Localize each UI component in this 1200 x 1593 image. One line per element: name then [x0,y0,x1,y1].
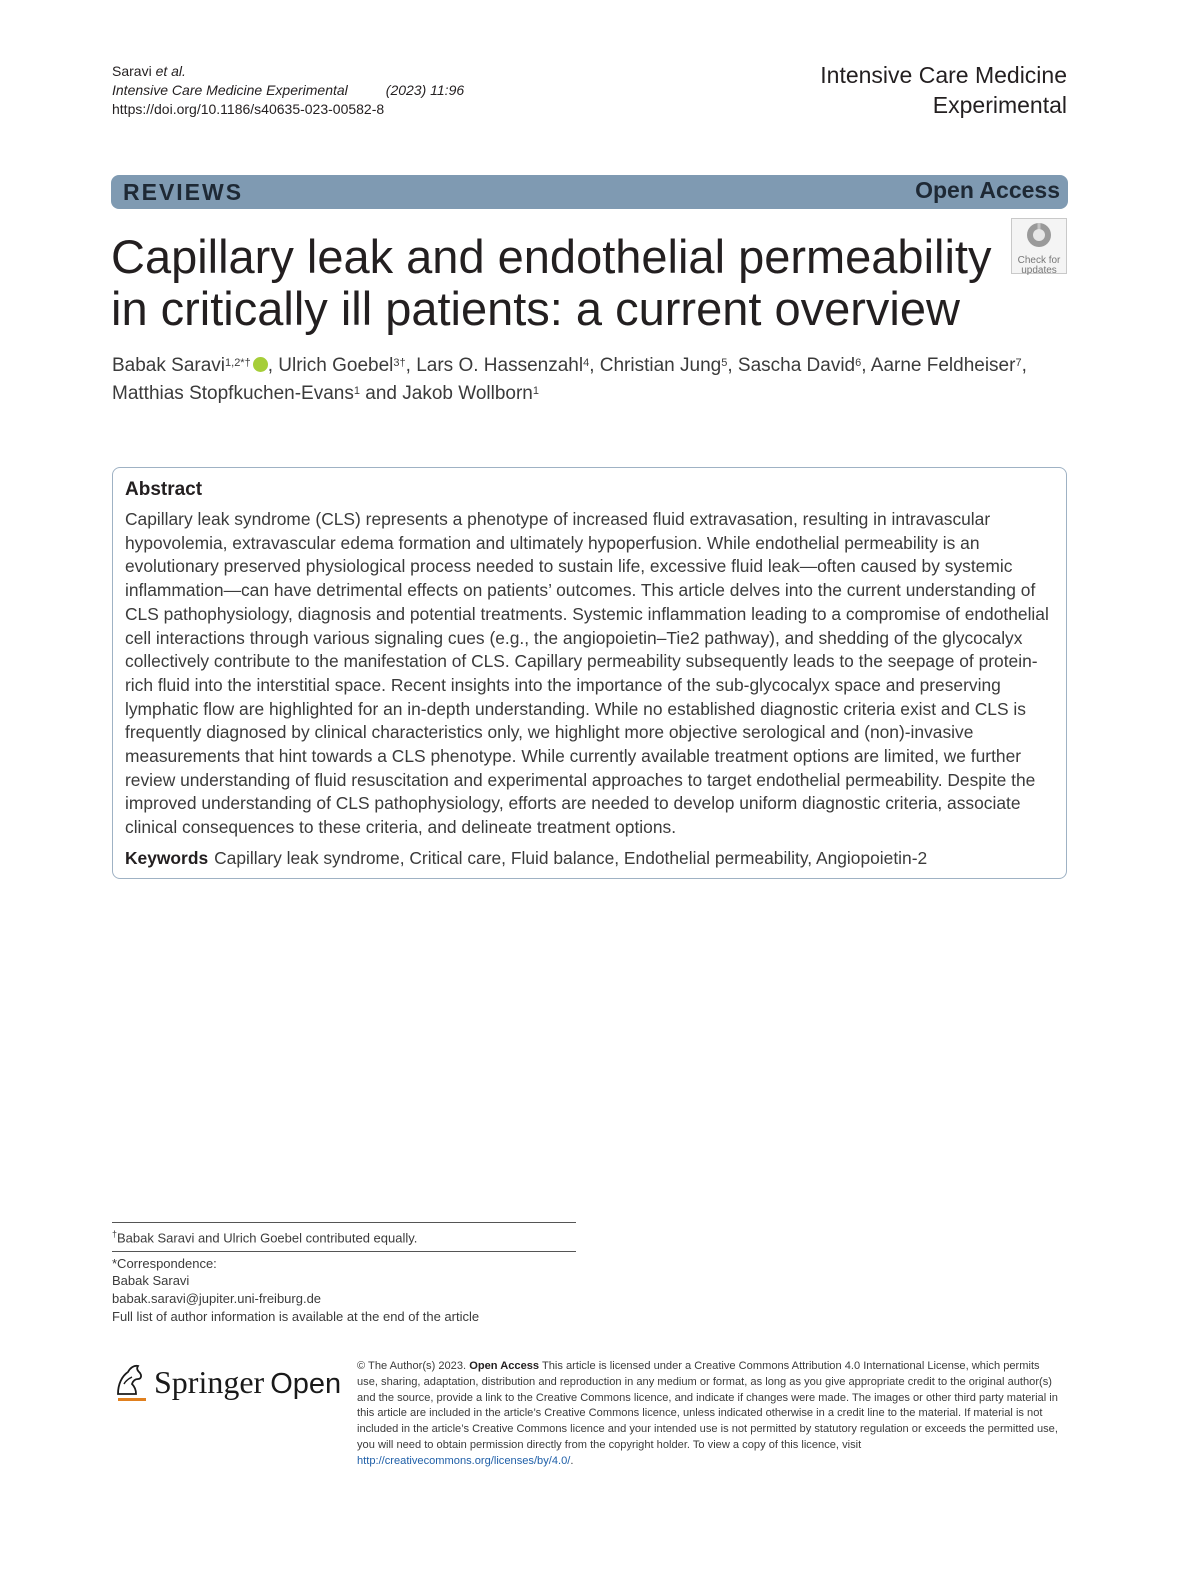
doi-link[interactable]: https://doi.org/10.1186/s40635-023-00582-8 [112,101,385,117]
check-for-updates-badge[interactable] [1011,218,1067,274]
author-affil: 7 [1015,357,1022,369]
springer-open-wordmark: Open [270,1368,342,1400]
check-updates-line1: Check for [1017,255,1061,266]
footnote-rule-top [112,1222,576,1223]
correspondence-label: *Correspondence: [112,1256,217,1271]
section-banner [111,175,1068,209]
abstract-text: Capillary leak syndrome (CLS) represents a phenotype of increased fluid extravasation, resulting in intravascular hypovolemia, extravascular edema formation and ultimately hypoperfusion. While endothelial permeability is an evolutionary preserved physiological process needed to sustain life, excessive fluid leak—often caused by systemic inflammation—can have detrimental effects on patients’ outcomes. This article delves into the current understanding of CLS pathophysiology, diagnosis and potential treatments. Systemic inflammation leading to a compromise of endothelial cell interactions through various signaling cues (e.g., the angiopoietin–Tie2 pathway), and shedding of the glycocalyx collectively contribute to the manifestation of CLS. Capillary permeability subsequently leads to the seepage of protein-rich fluid into the interstitial space. Recent insights into the importance of the sub-glycocalyx space and preserving lymphatic flow are highlighted for an in-depth understanding. While no established diagnostic criteria exist and CLS is frequently diagnosed by clinical characteristics only, we highlight more objective serological and (non)-invasive measurements that hint towards a CLS phenotype. While currently available treatment options are limited, we further review understanding of fluid resuscitation and experimental approaches to target endothelial permeability. Despite the improved understanding of CLS pathophysiology, efforts are needed to develop uniform diagnostic criteria, associate clinical consequences to these criteria, and delineate treatment options. [125,509,1049,838]
springer-open-logo [112,1360,342,1405]
author-name[interactable]: Ulrich Goebel [278,355,394,376]
keywords-list: Capillary leak syndrome, Critical care, Fluid balance, Endothelial permeability, Angiopoietin-2 [214,848,928,868]
author-affil: 6 [855,357,862,369]
license-prefix: © The Author(s) 2023. [357,1360,470,1372]
license-text [357,1359,1062,1470]
author-affil: 1,2*† [225,357,251,369]
contribution-note [112,1226,417,1247]
springer-wordmark: Springer [154,1364,265,1400]
author-name[interactable]: Lars O. Hassenzahl [416,355,584,376]
license-body: This article is licensed under a Creative Commons Attribution 4.0 International License, which permits use, sharing, adaptation, distribution and reproduction in any medium or format, as long as you give appropriate credit to the original author(s) and the source, provide a link to the Creative Commons licence, and indicate if changes were made. The images or other third party material in this article are included in the article’s Creative Commons licence, unless indicated otherwise in a credit line to the material. If material is not included in the article’s Creative Commons licence and your intended use is not permitted by statutory regulation or exceeds the permitted use, you will need to obtain permission directly from the copyright holder. To view a copy of this licence, visit [357,1360,1058,1451]
check-updates-line2: updates [1021,265,1057,276]
title-line-2: in critically ill patients: a current overview [111,282,960,335]
citation-journal: Intensive Care Medicine Experimental [112,82,348,98]
author-affil: 1 [532,385,539,397]
author-affil: 5 [721,357,728,369]
license-end: . [570,1454,574,1467]
dagger-mark: † [112,1229,118,1239]
author-name[interactable]: Sascha David [737,355,856,376]
correspondence-email[interactable]: babak.saravi@jupiter.uni-freiburg.de [112,1291,322,1306]
citation-block [112,62,464,119]
citation-et-al: et al. [155,63,186,79]
author-name[interactable]: Christian Jung [599,355,722,376]
license-open-access: Open Access [469,1360,540,1372]
author-affil: 1 [353,385,360,397]
contribution-text: Babak Saravi and Ulrich Goebel contributed equally. [117,1230,418,1246]
author-affil: 3† [393,357,406,369]
article-title [111,231,1011,335]
author-list: Babak Saravi$^{1,2*\dagger}$ , Ulrich Goebel$^{3\dagger}$, Lars O. Hassenzahl$^4$, Christian Jung$^5$, Sascha David$^6$, Aarne Feldheiser$^7$, Matthias Stopfkuchen-Evans$^1$ and Jakob Wollborn$^1$ [112,355,1027,404]
journal-name [820,60,1067,120]
author-name[interactable]: Babak Saravi [112,355,226,376]
author-name[interactable]: Matthias Stopfkuchen-Evans [112,383,354,404]
citation-authors: Saravi [112,63,152,79]
springer-accent-bar [118,1398,146,1401]
author-affil: 4 [583,357,590,369]
abstract-heading: Abstract [125,479,203,500]
title-line-1: Capillary leak and endothelial permeability [111,230,992,283]
correspondence-name: Babak Saravi [112,1273,190,1288]
orcid-icon[interactable] [253,357,268,372]
license-link[interactable]: http://creativecommons.org/licenses/by/4.0/ [357,1454,571,1467]
open-access-label: Open Access [915,177,1060,203]
keywords-label: Keywords [125,848,209,868]
author-name[interactable]: Aarne Feldheiser [870,355,1016,376]
journal-name-line2: Experimental [932,92,1067,118]
check-updates-icon [1019,219,1059,251]
springer-horse-icon [112,1362,148,1398]
journal-name-line1: Intensive Care Medicine [820,62,1067,88]
section-label: REVIEWS [123,179,244,205]
footnote-rule-mid [112,1251,576,1252]
keywords [125,846,1055,870]
author-name[interactable]: Jakob Wollborn [402,383,533,404]
authors-and: and [359,383,403,404]
citation-volume: (2023) 11:96 [385,82,465,98]
author-info-note: Full list of author information is available at the end of the article [112,1309,480,1324]
